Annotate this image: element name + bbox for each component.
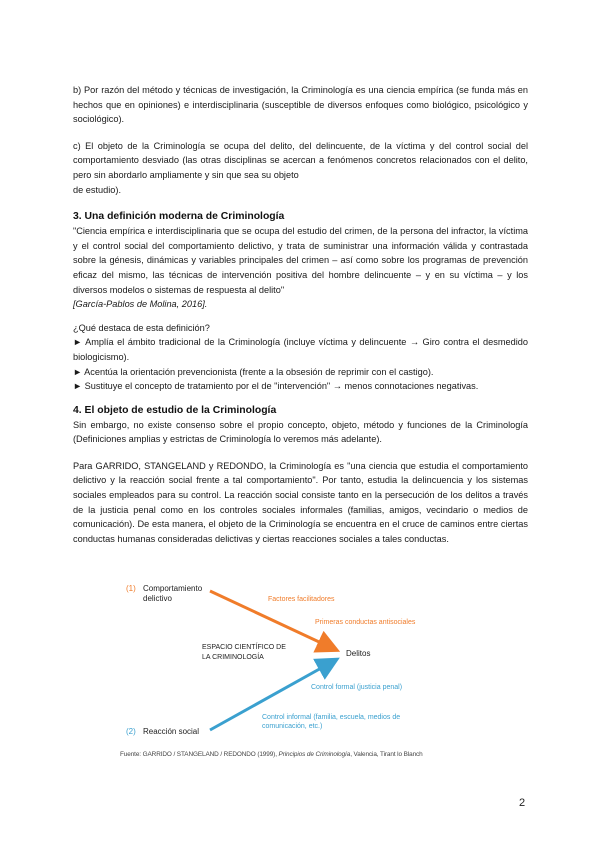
- label-espacio-1: ESPACIO CIENTÍFICO DE: [202, 644, 286, 651]
- paragraph-c: c) El objeto de la Criminología se ocupa del delito, del delincuente, de la víctima y del control social del comportamiento desviado (las otras disciplinas se acercan a fenómenos concretos relacionados con el delito, pero sin abordarlo ampliamente y sin que sea su objeto: [73, 140, 528, 180]
- definition-quote: "Ciencia empírica e interdisciplinaria que se ocupa del estudio del crimen, de la persona del infractor, la víctima y el control social del comportamiento delictivo, y trata de suministrar una información válida y contrastada sobre la génesis, dinámicas y variables principales del crimen – así como sobre los programas de prevención eficaz del mismo, las técnicas de intervención positiva del hombre delincuente – y en su víctima – y los diversos modelos o sistemas de respuesta al delito": [73, 226, 528, 295]
- section-4-heading: 4. El objeto de estudio de la Criminología: [73, 404, 277, 416]
- label-delictivo: delictivo: [143, 594, 172, 603]
- label-espacio-2: LA CRIMINOLOGÍA: [202, 654, 264, 661]
- label-primeras: Primeras conductas antisociales: [315, 619, 416, 626]
- bullet-3: ► Sustituye el concepto de tratamiento por el de "intervención" → menos connotaciones negativas.: [73, 381, 479, 392]
- figure-caption: [120, 751, 520, 758]
- caption-suffix: , Valencia, Tirant lo Blanch: [350, 751, 423, 758]
- label-number-1: (1): [126, 584, 136, 593]
- caption-book-title: Principios de Criminología: [278, 751, 351, 758]
- section-4-paragraph-2: Para GARRIDO, STANGELAND y REDONDO, la Criminología es "una ciencia que estudia el comportamiento delictivo y la reacción social frente a tal comportamiento". Por tanto, estudia la delincuencia y los sistemas sociales empleados para su control. La reacción social consiste tanto en la persecución de los delitos a través de la justicia penal como en los controles sociales informales (familias, amigos, vecindario o medios de comunicación). De esta manera, el objeto de la Criminología se encuentra en el cruce de caminos entre ciertas conductas humanas consideradas delictivas y ciertas reacciones sociales a tales conductas.: [73, 460, 528, 544]
- label-control-formal: Control formal (justicia penal): [311, 684, 403, 691]
- paragraph-b: b) Por razón del método y técnicas de investigación, la Criminología es una ciencia empírica (se funda más en hechos que en opiniones) e interdisciplinaria (susceptible de diversos enfoques como biológico, psicológico y sociológico).: [73, 85, 528, 125]
- label-control-informal-2: comunicación, etc.): [262, 723, 323, 730]
- definition-question: ¿Qué destaca de esta definición?: [73, 322, 210, 333]
- criminology-diagram: [110, 576, 490, 746]
- page-number: 2: [519, 797, 526, 809]
- label-control-informal-1: Control informal (familia, escuela, medios de: [262, 714, 401, 721]
- definition-citation: [73, 297, 528, 312]
- label-reaccion-social: Reacción social: [143, 727, 200, 736]
- paragraph-c-end: de estudio).: [73, 184, 122, 195]
- document-body: [73, 83, 528, 546]
- citation-text: [García-Pablos de Molina, 2016].: [73, 299, 208, 310]
- section-3-heading: 3. Una definición moderna de Criminología: [73, 211, 285, 223]
- label-delitos: Delitos: [346, 649, 371, 658]
- label-factores: Factores facilitadores: [268, 596, 335, 603]
- bullet-2: ► Acentúa la orientación prevencionista (frente a la obsesión de reprimir con el castigo).: [73, 366, 434, 377]
- label-number-2: (2): [126, 727, 136, 736]
- caption-prefix: Fuente: GARRIDO / STANGELAND / REDONDO (1999),: [120, 751, 279, 758]
- bullet-1: ► Amplía el ámbito tradicional de la Criminología (incluye víctima y delincuente → Giro contra el desmedido biologicismo).: [73, 337, 528, 362]
- section-4-paragraph-1: Sin embargo, no existe consenso sobre el propio concepto, objeto, método y funciones de la Criminología (Definiciones amplias y estrictas de Criminología lo veremos más adelante).: [73, 419, 528, 445]
- label-comportamiento: Comportamiento: [143, 584, 203, 593]
